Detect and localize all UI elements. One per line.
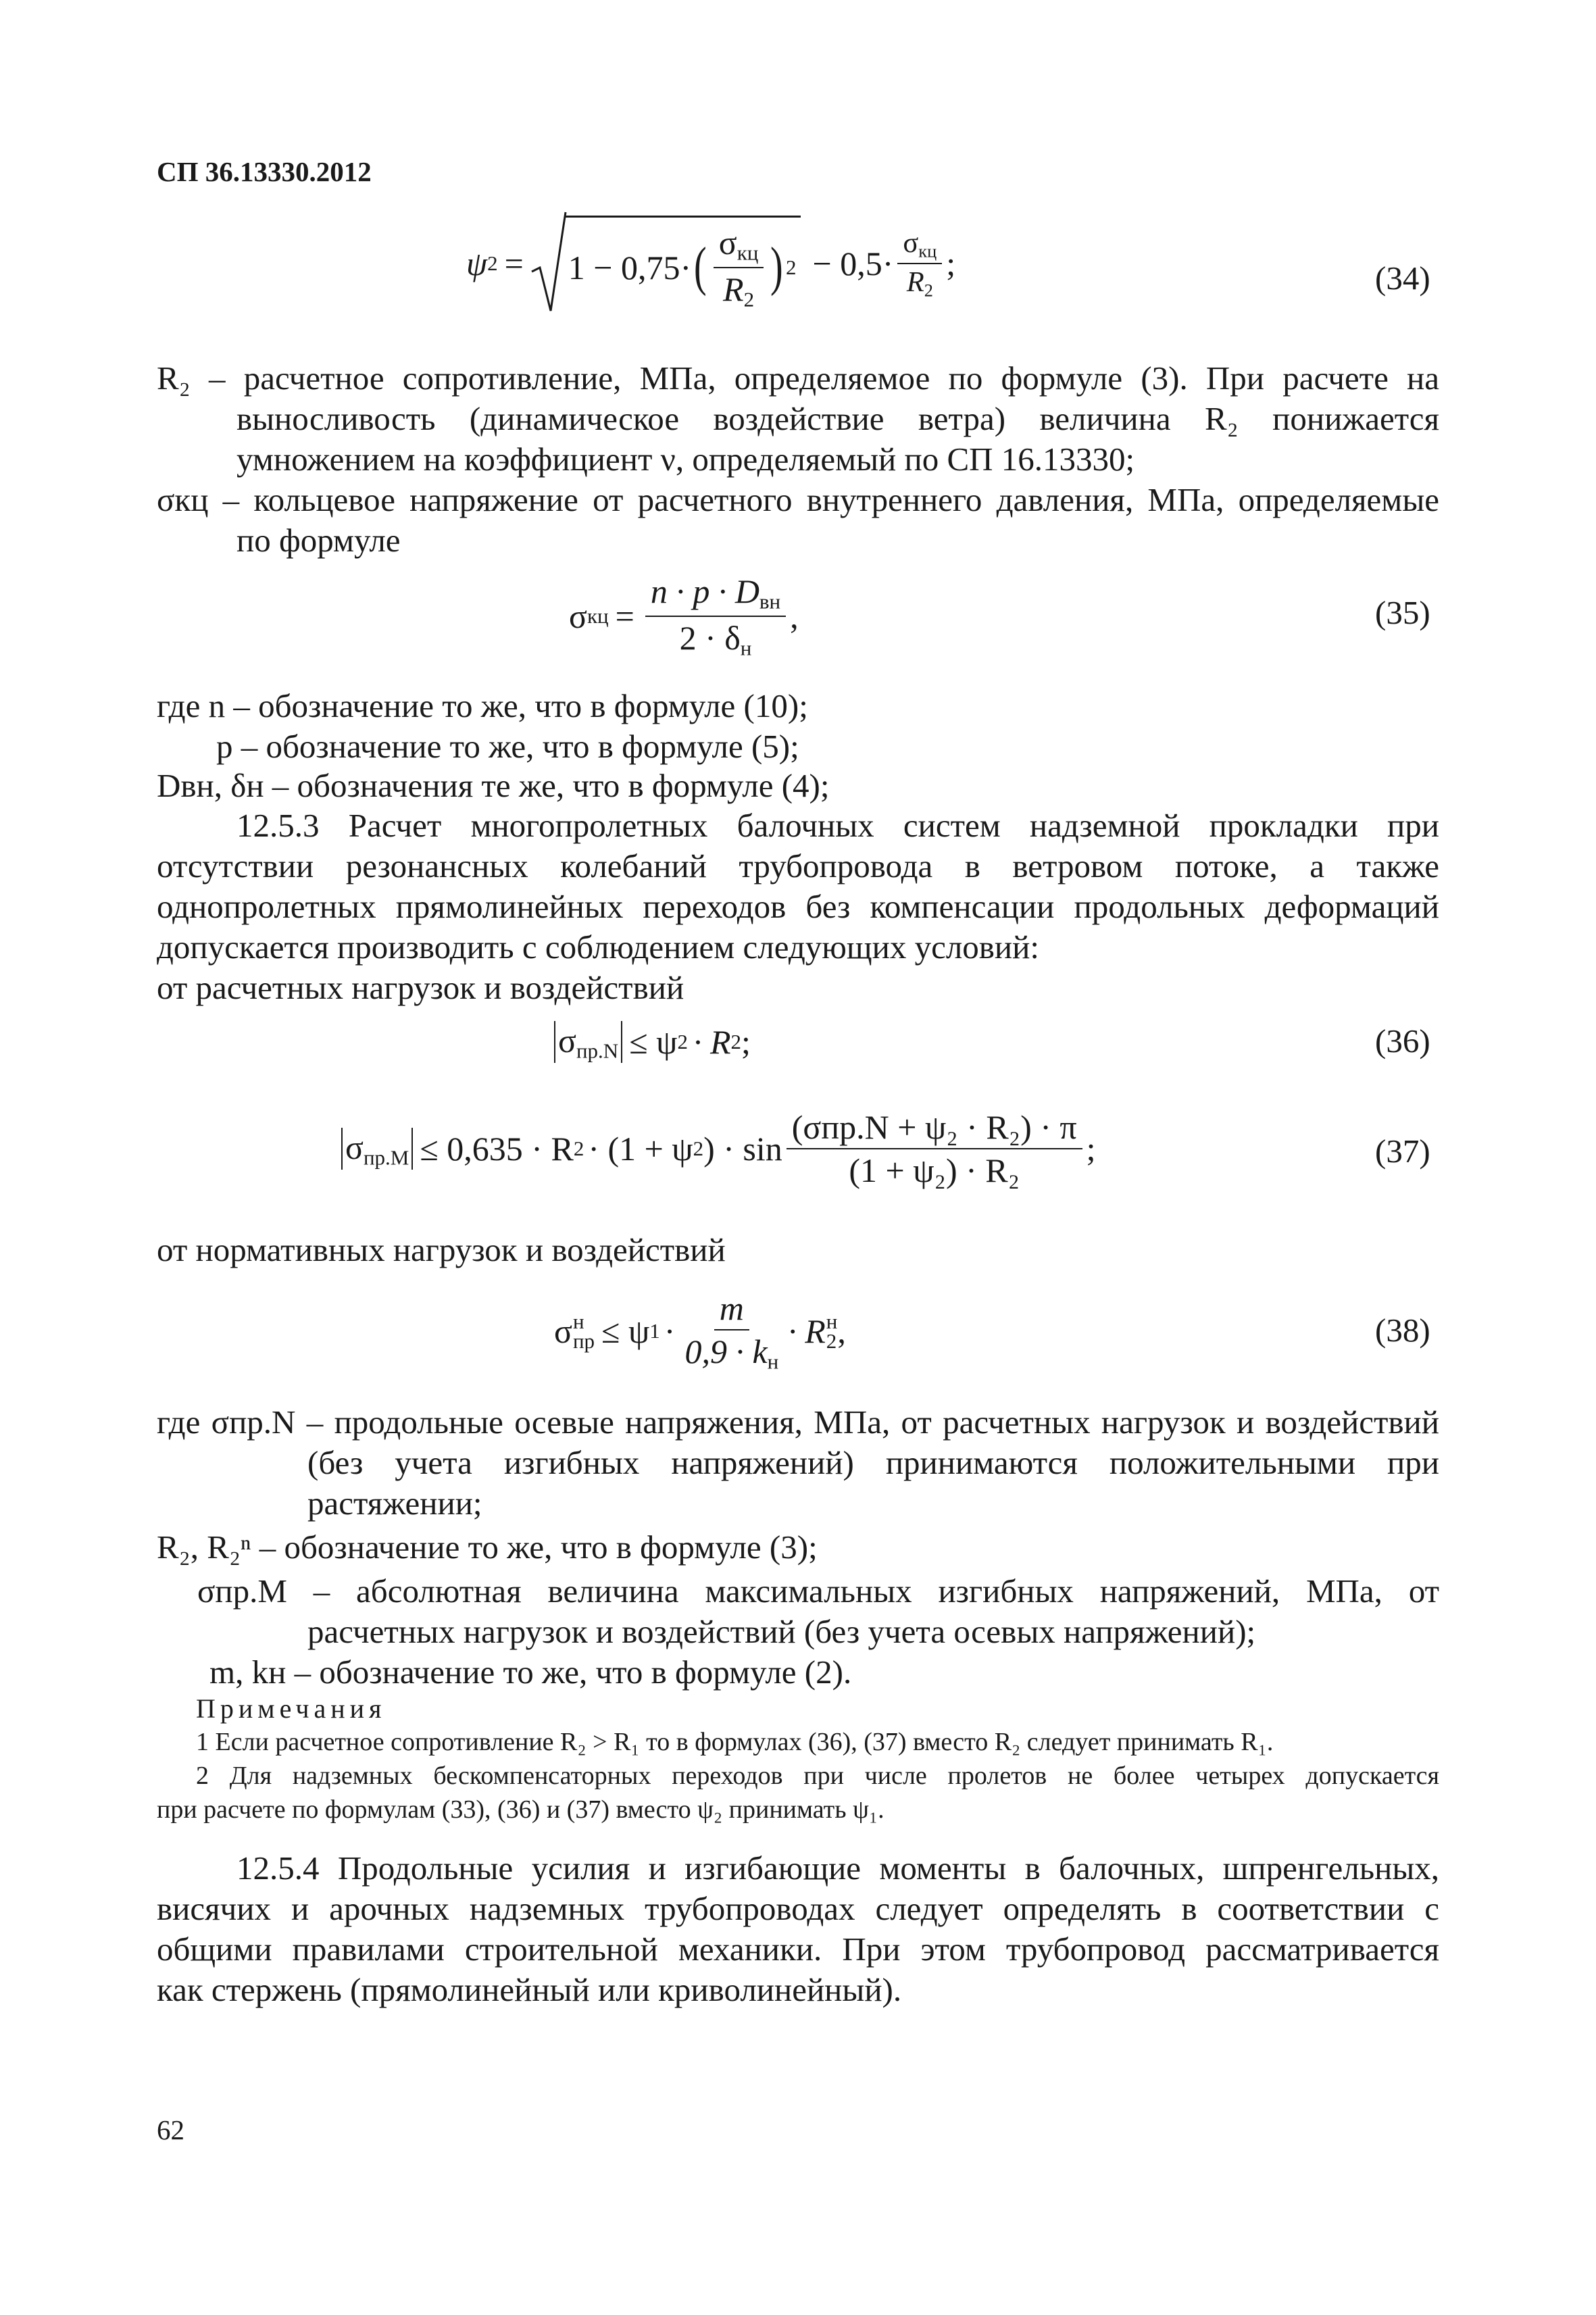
formula-36-rhs: ≤ ψ — [629, 1023, 678, 1061]
where38-line-6: расчетных нагрузок и воздействий (без учета осевых напряжений); — [307, 1613, 1256, 1650]
R: R — [723, 270, 744, 308]
sup: н — [572, 1309, 584, 1333]
R-sub: 2 — [743, 287, 755, 312]
where38-line-5: σпр.M – абсолютная величина максимальных изгибных напряжений, МПа, от — [197, 1572, 1439, 1610]
den-text: 0,9 · k — [684, 1332, 768, 1370]
formula-37-rhs-sub: 2 — [573, 1137, 584, 1160]
formula-38-R-subsup — [826, 1309, 838, 1353]
note-2-line-1: 2 Для надземных бескомпенсаторных переходов при числе пролетов не более четырех допускается — [196, 1762, 1439, 1790]
formula-38-end: , — [837, 1312, 846, 1350]
page-number: 62 — [157, 2114, 184, 2145]
notes-heading: Примечания — [196, 1693, 386, 1724]
sigma: σ — [903, 226, 919, 259]
R: R — [906, 266, 924, 298]
paren-close: ) — [770, 237, 784, 297]
equation-number-35: (35) — [1375, 594, 1430, 631]
sigma: σ — [558, 1021, 576, 1060]
def-r2-line-2: выносливость (динамическое воздействие ветра) величина R₂ понижается — [236, 400, 1439, 437]
formula-34-end: ; — [946, 245, 956, 282]
note-1: 1 Если расчетное сопротивление R₂ > R₁ то в формулах (36), (37) вместо R₂ следует принимать R₁. — [196, 1728, 1274, 1756]
sigma-sub: пр.M — [363, 1145, 409, 1170]
formula-34-frac2-num — [897, 226, 942, 264]
normative-loads-line: от нормативных нагрузок и воздействий — [157, 1231, 726, 1268]
sigma: σ — [569, 597, 587, 635]
equation-number-38: (38) — [1375, 1312, 1430, 1349]
where35-line-2: p – обозначение то же, что в формуле (5); — [216, 728, 799, 765]
equation-number-37: (37) — [1375, 1132, 1430, 1170]
formula-37-sin: ) · sin — [703, 1130, 782, 1168]
formula-37-rhs: ≤ 0,635 · R — [420, 1130, 574, 1168]
formula-38-num: m — [714, 1289, 749, 1330]
where35-line-3: Dвн, δн – обозначения те же, что в формуле (4); — [157, 767, 830, 804]
para-1253-line-2: отсутствии резонансных колебаний трубопровода в ветровом потоке, а также — [157, 847, 1439, 885]
formula-37-den: (1 + ψ₂) · R₂ — [849, 1151, 1020, 1189]
para-1253-line-1: 12.5.3 Расчет многопролетных балочных систем надземной прокладки при — [236, 807, 1439, 844]
formula-37-mid: · (1 + ψ — [588, 1130, 693, 1168]
formula-38-R: · R — [788, 1312, 826, 1350]
sigma: σ — [718, 223, 737, 262]
formula-38-rhs: ≤ ψ — [601, 1312, 650, 1350]
formula-35-den — [674, 617, 757, 661]
formula-38 — [554, 1284, 846, 1378]
document-code-header: СП 36.13330.2012 — [157, 156, 372, 187]
den-sub: н — [767, 1349, 779, 1374]
where38-line-7: m, kн – обозначение то же, что в формуле (2). — [209, 1653, 852, 1691]
where35-line-1: где n – обозначение то же, что в формуле (10); — [157, 687, 808, 724]
formula-37-mid-sub: 2 — [693, 1137, 704, 1160]
where38-line-4: R₂, R₂ⁿ – обозначение то же, что в формуле (3); — [157, 1528, 818, 1566]
formula-38-frac — [679, 1289, 784, 1374]
formula-36 — [554, 1015, 751, 1069]
formula-35 — [569, 569, 799, 664]
where38-line-2: (без учета изгибных напряжений) принимаются положительными при — [307, 1444, 1439, 1481]
formula-36-R: · R — [693, 1023, 731, 1061]
formula-38-den — [679, 1330, 784, 1374]
formula-34-power: 2 — [786, 255, 797, 279]
sigma-sub: кц — [918, 241, 937, 261]
formula-34-frac-outer — [897, 226, 942, 301]
paren-open: ( — [694, 237, 707, 297]
den-text: 2 · δ — [679, 619, 741, 657]
formula-34-psi-sub: 2 — [487, 251, 498, 275]
formula-38-dot: · — [664, 1312, 676, 1350]
formula-36-abs — [554, 1021, 622, 1064]
formula-37-abs — [341, 1128, 413, 1170]
formula-37-end: ; — [1086, 1130, 1096, 1168]
para-1254-line-3: общими правилами строительной механики. При этом трубопровод рассматривается — [157, 1931, 1439, 1968]
formula-37-frac — [787, 1107, 1082, 1190]
formula-36-rhs-sub: 2 — [677, 1030, 688, 1053]
para-1254-line-2: висячих и арочных надземных трубопроводах следует определять в соответствии с — [157, 1890, 1439, 1927]
formula-34-frac-num — [714, 223, 764, 268]
formula-36-R-sub: 2 — [730, 1030, 741, 1053]
formula-34-radicand — [566, 216, 801, 312]
formula-34 — [466, 216, 955, 311]
note-2-line-2: при расчете по формулам (33), (36) и (37) вместо ψ₂ принимать ψ₁. — [157, 1795, 884, 1824]
formula-35-frac — [645, 572, 786, 660]
def-r2-line-3: умножением на коэффициент ν, определяемый по СП 16.13330; — [236, 441, 1135, 478]
formula-37 — [341, 1095, 1096, 1203]
sigma-sub: кц — [587, 604, 609, 628]
def-sigma-line-1: σкц – кольцевое напряжение от расчетного внутреннего давления, МПа, определяемые — [157, 481, 1439, 518]
sub: пр — [572, 1329, 595, 1353]
equation-number-34: (34) — [1375, 259, 1430, 297]
formula-34-one-minus: 1 − 0,75· — [568, 248, 692, 287]
formula-34-eq: = — [504, 245, 524, 282]
formula-38-subsup — [572, 1309, 595, 1353]
sup: н — [826, 1309, 838, 1333]
formula-38-rhs-sub: 1 — [649, 1319, 660, 1343]
sub: 2 — [826, 1329, 837, 1353]
formula-35-end: , — [790, 597, 799, 635]
para-1253-line-3: однопролетных прямолинейных переходов без компенсации продольных деформаций — [157, 888, 1439, 925]
formula-37-num: (σпр.N + ψ₂ · R₂) · π — [787, 1107, 1082, 1149]
equation-number-36: (36) — [1375, 1022, 1430, 1060]
def-sigma-line-2: по формуле — [236, 522, 401, 559]
R-sub: 2 — [924, 280, 933, 301]
para-1253-line-4: допускается производить с соблюдением следующих условий: — [157, 928, 1039, 966]
num-text: n · p · D — [650, 572, 759, 611]
sigma: σ — [554, 1312, 572, 1350]
sigma-sub: кц — [737, 241, 759, 265]
para-1254-line-1: 12.5.4 Продольные усилия и изгибающие моменты в балочных, шпренгельных, — [236, 1849, 1439, 1887]
def-r2-line-1: R₂ – расчетное сопротивление, МПа, определяемое по формуле (3). При расчете на — [157, 359, 1439, 397]
para-1253-line-5: от расчетных нагрузок и воздействий — [157, 969, 684, 1006]
formula-35-num — [645, 572, 786, 617]
where38-line-1: где σпр.N – продольные осевые напряжения, МПа, от расчетных нагрузок и воздействий — [157, 1403, 1439, 1441]
num-sub: вн — [759, 590, 781, 614]
sigma-sub: пр.N — [576, 1039, 619, 1063]
den-sub: н — [740, 636, 752, 660]
formula-36-end: ; — [741, 1023, 751, 1061]
formula-34-frac-den — [718, 268, 759, 312]
formula-34-psi: ψ — [466, 245, 488, 282]
formula-34-minus-half: − 0,5· — [812, 245, 894, 282]
sigma: σ — [345, 1128, 364, 1166]
where38-line-3: растяжении; — [307, 1485, 482, 1522]
formula-34-frac2-den — [901, 264, 939, 301]
formula-34-frac-inner — [714, 223, 764, 312]
sqrt-sign-icon — [530, 209, 567, 318]
formula-35-eq: = — [615, 597, 634, 635]
para-1254-line-4: как стержень (прямолинейный или криволинейный). — [157, 1971, 902, 2008]
